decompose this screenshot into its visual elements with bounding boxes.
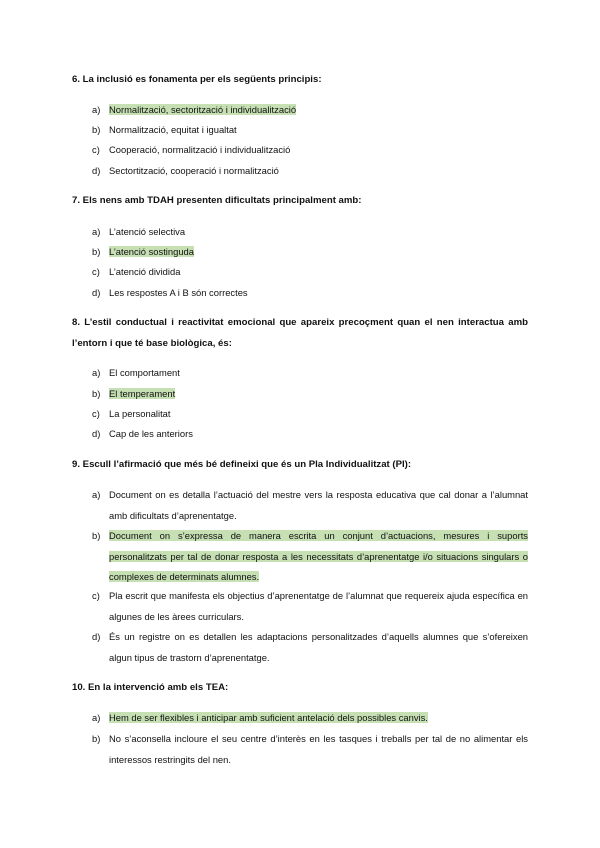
option-text-highlighted: Document on s’expressa de manera escrita un conjunt d’actuacions, mesures i suports personalitzats per tal de donar resposta a les necessitats d’aprenentatge i/o situacions singulars o complexes de determinats alumnes. (109, 530, 528, 582)
q6-option-b (92, 120, 528, 141)
option-label: d) (92, 287, 101, 298)
q9-option-c (92, 586, 528, 627)
option-label: a) (92, 226, 101, 237)
question-8-heading: 8. L’estil conductual i reactivitat emocional que apareix precoçment quan el nen interactua amb l’entorn i que té base biològica, és: (72, 317, 528, 349)
option-label: d) (92, 428, 101, 439)
q8-option-a (92, 363, 528, 384)
option-label: c) (92, 408, 100, 419)
option-label: c) (92, 590, 100, 601)
option-label: a) (92, 489, 101, 500)
option-label: b) (92, 530, 101, 541)
q7-option-c (92, 262, 528, 283)
q9-option-b (92, 526, 528, 588)
q10-option-a (92, 708, 528, 729)
q9-option-a (92, 485, 528, 526)
option-text: No s’aconsella incloure el seu centre d’interès en les tasques i treballs per tal de no alimentar els interessos restringits del nen. (109, 733, 528, 765)
q6-option-c (92, 140, 528, 161)
option-label: a) (92, 104, 101, 115)
option-text: Pla escrit que manifesta els objectius d’aprenentatge de l’alumnat que requereix ajuda específica en algunes de les àrees curriculars. (109, 590, 528, 622)
option-text-highlighted: L’atenció sostinguda (109, 246, 194, 257)
q8-option-b (92, 384, 528, 405)
question-10-heading: 10. En la intervenció amb els TEA: (72, 682, 229, 693)
option-label: b) (92, 388, 101, 399)
option-text: L’atenció dividida (109, 266, 181, 277)
option-label: c) (92, 144, 100, 155)
q6-option-a (92, 100, 528, 121)
q10-option-b (92, 729, 528, 770)
option-label: a) (92, 367, 101, 378)
question-7-heading: 7. Els nens amb TDAH presenten dificultats principalment amb: (72, 195, 362, 206)
option-text: La personalitat (109, 408, 171, 419)
option-label: b) (92, 246, 101, 257)
option-text: Sectortització, cooperació i normalització (109, 165, 279, 176)
option-text: Document on es detalla l’actuació del mestre vers la resposta educativa que cal donar a l’alumnat amb dificultats d’aprenentatge. (109, 489, 528, 521)
option-text: Cooperació, normalització i individualització (109, 144, 291, 155)
option-text: Cap de les anteriors (109, 428, 193, 439)
q8-option-c (92, 404, 528, 425)
q6-option-d (92, 161, 528, 182)
option-label: b) (92, 124, 101, 135)
q7-option-a (92, 222, 528, 243)
q9-option-d (92, 627, 528, 668)
option-text: Les respostes A i B són correctes (109, 287, 248, 298)
q7-option-b (92, 242, 528, 263)
question-6-heading: 6. La inclusió es fonamenta per els següents principis: (72, 74, 322, 85)
option-label: b) (92, 733, 101, 744)
option-label: a) (92, 712, 101, 723)
q8-option-d (92, 424, 528, 445)
option-label: d) (92, 631, 101, 642)
option-label: c) (92, 266, 100, 277)
option-label: d) (92, 165, 101, 176)
option-text: És un registre on es detallen les adaptacions personalitzades d’aquells alumnes que s’ofereixen algun tipus de trastorn d’aprenentatge. (109, 631, 528, 663)
option-text-highlighted: Hem de ser flexibles i anticipar amb suficient antelació dels possibles canvis. (109, 712, 428, 723)
question-9-heading: 9. Escull l’afirmació que més bé defineixi que és un Pla Individualitzat (PI): (72, 459, 412, 470)
q7-option-d (92, 283, 528, 304)
option-text: Normalització, equitat i igualtat (109, 124, 237, 135)
option-text-highlighted: El temperament (109, 388, 176, 399)
option-text-highlighted: Normalització, sectorització i individualització (109, 104, 297, 115)
option-text: El comportament (109, 367, 180, 378)
option-text: L’atenció selectiva (109, 226, 186, 237)
